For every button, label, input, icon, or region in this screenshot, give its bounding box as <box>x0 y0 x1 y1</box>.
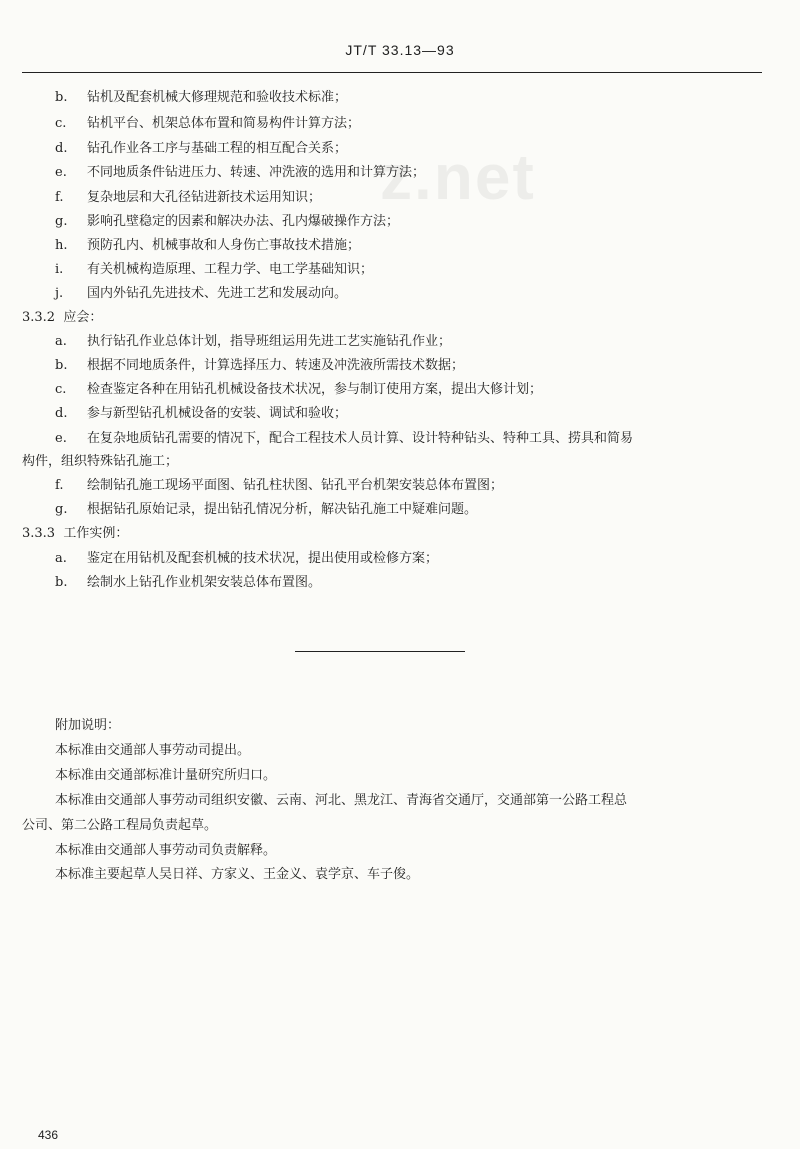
appendix-paragraph-continued: 公司、第二公路工程局负责起草。 <box>22 818 218 833</box>
list-item: b. 钻机及配套机械大修理规范和验收技术标准； <box>55 90 348 105</box>
appendix-paragraph: 本标准由交通部人事劳动司负责解释。 <box>55 843 277 858</box>
end-of-text-rule <box>295 651 465 652</box>
appendix-paragraph: 本标准主要起草人吴日祥、方家义、王金义、袁学京、车子俊。 <box>55 867 420 882</box>
list-item: b. 根据不同地质条件，计算选择压力、转速及冲洗液所需技术数据； <box>55 358 465 373</box>
section-heading-3-3-3: 3.3.3 工作实例： <box>22 526 129 541</box>
list-item: a. 执行钻孔作业总体计划，指导班组运用先进工艺实施钻孔作业； <box>55 334 452 349</box>
list-item: g. 根据钻孔原始记录，提出钻孔情况分析，解决钻孔施工中疑难问题。 <box>55 502 478 517</box>
appendix-paragraph: 本标准由交通部人事劳动司提出。 <box>55 743 251 758</box>
list-item: d. 钻孔作业各工序与基础工程的相互配合关系； <box>55 141 348 156</box>
list-item: f. 绘制钻孔施工现场平面图、钻孔柱状图、钻孔平台机架安装总体布置图； <box>55 478 504 493</box>
standard-code-header: JT/T 33.13—93 <box>345 42 455 58</box>
list-item: h. 预防孔内、机械事故和人身伤亡事故技术措施； <box>55 238 361 253</box>
list-item-wrapped-line-2: 构件，组织特殊钻孔施工； <box>22 454 179 469</box>
appendix-paragraph: 本标准由交通部人事劳动司组织安徽、云南、河北、黑龙江、青海省交通厅，交通部第一公路工程总 <box>55 793 628 808</box>
header-rule <box>22 72 762 73</box>
page-number: 436 <box>38 1128 59 1142</box>
appendix-paragraph: 本标准由交通部标准计量研究所归口。 <box>55 768 277 783</box>
list-item: e. 不同地质条件钻进压力、转速、冲洗液的选用和计算方法； <box>55 165 426 180</box>
list-item: c. 钻机平台、机架总体布置和简易构件计算方法； <box>55 116 361 131</box>
list-item: g. 影响孔壁稳定的因素和解决办法、孔内爆破操作方法； <box>55 214 400 229</box>
list-item: a. 鉴定在用钻机及配套机械的技术状况，提出使用或检修方案； <box>55 551 439 566</box>
list-item: d. 参与新型钻孔机械设备的安装、调试和验收； <box>55 406 348 421</box>
list-item: i. 有关机械构造原理、工程力学、电工学基础知识； <box>55 262 374 277</box>
list-item-wrapped-line-1: e. 在复杂地质钻孔需要的情况下，配合工程技术人员计算、设计特种钻头、特种工具、捞具和简易 <box>55 431 634 446</box>
watermark: z.net <box>380 141 536 213</box>
list-item: f. 复杂地层和大孔径钻进新技术运用知识； <box>55 190 322 205</box>
section-heading-3-3-2: 3.3.2 应会： <box>22 310 103 325</box>
list-item: j. 国内外钻孔先进技术、先进工艺和发展动向。 <box>55 286 348 301</box>
list-item: b. 绘制水上钻孔作业机架安装总体布置图。 <box>55 575 322 590</box>
appendix-title: 附加说明： <box>55 718 121 733</box>
list-item: c. 检查鉴定各种在用钻孔机械设备技术状况，参与制订使用方案，提出大修计划； <box>55 382 543 397</box>
